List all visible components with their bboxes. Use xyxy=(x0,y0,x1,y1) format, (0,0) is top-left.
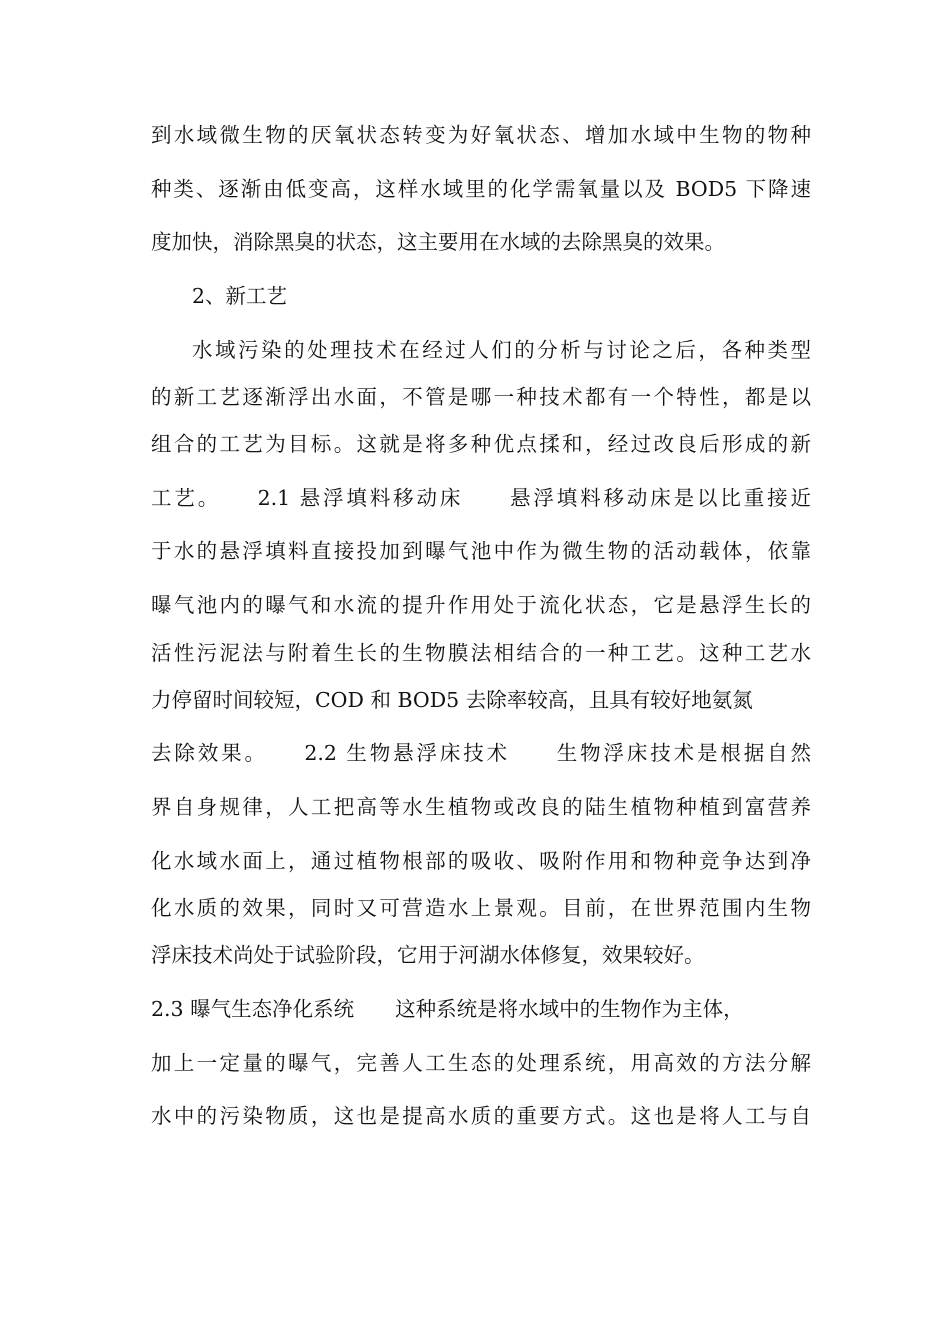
text-line: 工艺。 2.1 悬浮填料移动床 悬浮填料移动床是以比重接近 xyxy=(151,486,811,510)
text-line: 度加快，消除黑臭的状态，这主要用在水域的去除黑臭的效果。 xyxy=(151,230,725,254)
text-line: 活性污泥法与附着生长的生物膜法相结合的一种工艺。这种工艺水 xyxy=(151,641,811,665)
text-line: 曝气池内的曝气和水流的提升作用处于流化状态，它是悬浮生长的 xyxy=(151,593,811,617)
text-line: 水域污染的处理技术在经过人们的分析与讨论之后，各种类型 xyxy=(192,338,811,362)
text-line: 种类、逐渐由低变高，这样水域里的化学需氧量以及 BOD5 下降速 xyxy=(151,177,811,201)
text-line: 于水的悬浮填料直接投加到曝气池中作为微生物的活动载体，依靠 xyxy=(151,539,811,563)
text-line: 水中的污染物质，这也是提高水质的重要方式。这也是将人工与自 xyxy=(151,1104,811,1128)
text-line: 去除效果。 2.2 生物悬浮床技术 生物浮床技术是根据自然 xyxy=(151,741,811,765)
text-line: 界自身规律，人工把高等水生植物或改良的陆生植物种植到富营养 xyxy=(151,795,811,819)
text-line: 加上一定量的曝气，完善人工生态的处理系统，用高效的方法分解 xyxy=(151,1051,811,1075)
text-line: 化水质的效果，同时又可营造水上景观。目前，在世界范围内生物 xyxy=(151,896,811,920)
text-line: 力停留时间较短，COD 和 BOD5 去除率较高，且具有较好地氨氮 xyxy=(151,688,753,712)
text-line: 浮床技术尚处于试验阶段，它用于河湖水体修复，效果较好。 xyxy=(151,943,705,967)
text-line: 的新工艺逐渐浮出水面，不管是哪一种技术都有一个特性，都是以 xyxy=(151,385,811,409)
text-line: 到水域微生物的厌氧状态转变为好氧状态、增加水域中生物的物种 xyxy=(151,123,811,147)
section-heading: 2、新工艺 xyxy=(192,284,288,308)
text-line: 化水域水面上，通过植物根部的吸收、吸附作用和物种竞争达到净 xyxy=(151,849,811,873)
text-line: 组合的工艺为目标。这就是将多种优点揉和，经过改良后形成的新 xyxy=(151,432,811,456)
section-line: 2.3 曝气生态净化系统 这种系统是将水域中的生物作为主体， xyxy=(151,997,744,1021)
